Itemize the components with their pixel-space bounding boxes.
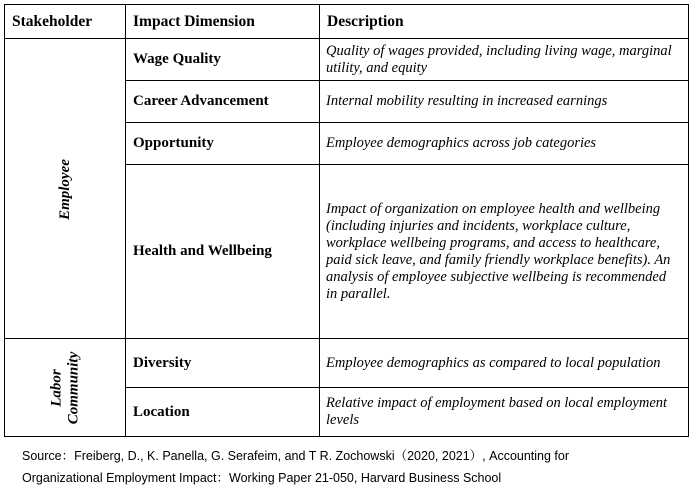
stakeholder-labor-community [48, 351, 82, 424]
source-line-1: Source：Freiberg, D., K. Panella, G. Serafeim, and T R. Zochowski（2020, 2021）, Accounting for [22, 449, 570, 463]
description-health-wellbeing: Impact of organization on employee health and wellbeing (including injuries and incidents, workplace culture, workplace wellbeing programs, and access to healthcare, paid sick leave, and family friendly workplace benefits). An analysis of employee subjective wellbeing is recommended in parallel. [320, 165, 689, 339]
dimension-wage-quality: Wage Quality [126, 39, 320, 81]
dimension-health-wellbeing: Health and Wellbeing [126, 165, 320, 339]
description-location: Relative impact of employment based on local employment levels [320, 388, 689, 437]
stakeholder-labor-community-cell [5, 339, 126, 437]
impact-table [4, 4, 689, 437]
description-career-advancement: Internal mobility resulting in increased earnings [320, 81, 689, 123]
stakeholder-employee-cell [5, 39, 126, 339]
dimension-career-advancement: Career Advancement [126, 81, 320, 123]
stakeholder-labor: Labor [48, 368, 64, 407]
dimension-diversity: Diversity [126, 339, 320, 388]
dimension-location: Location [126, 388, 320, 437]
source-citation [22, 445, 682, 489]
header-description: Description [320, 5, 689, 39]
dimension-opportunity: Opportunity [126, 123, 320, 165]
source-line-2: Organizational Employment Impact：Working Paper 21-050, Harvard Business School [22, 471, 502, 485]
stakeholder-community: Community [65, 351, 81, 424]
table-row [5, 39, 689, 81]
header-stakeholder: Stakeholder [5, 5, 126, 39]
description-diversity: Employee demographics as compared to local population [320, 339, 689, 388]
table-header-row [5, 5, 689, 39]
stakeholder-employee: Employee [56, 158, 73, 220]
description-opportunity: Employee demographics across job categories [320, 123, 689, 165]
description-wage-quality: Quality of wages provided, including living wage, marginal utility, and equity [320, 39, 689, 81]
table-row [5, 339, 689, 388]
header-impact-dimension: Impact Dimension [126, 5, 320, 39]
